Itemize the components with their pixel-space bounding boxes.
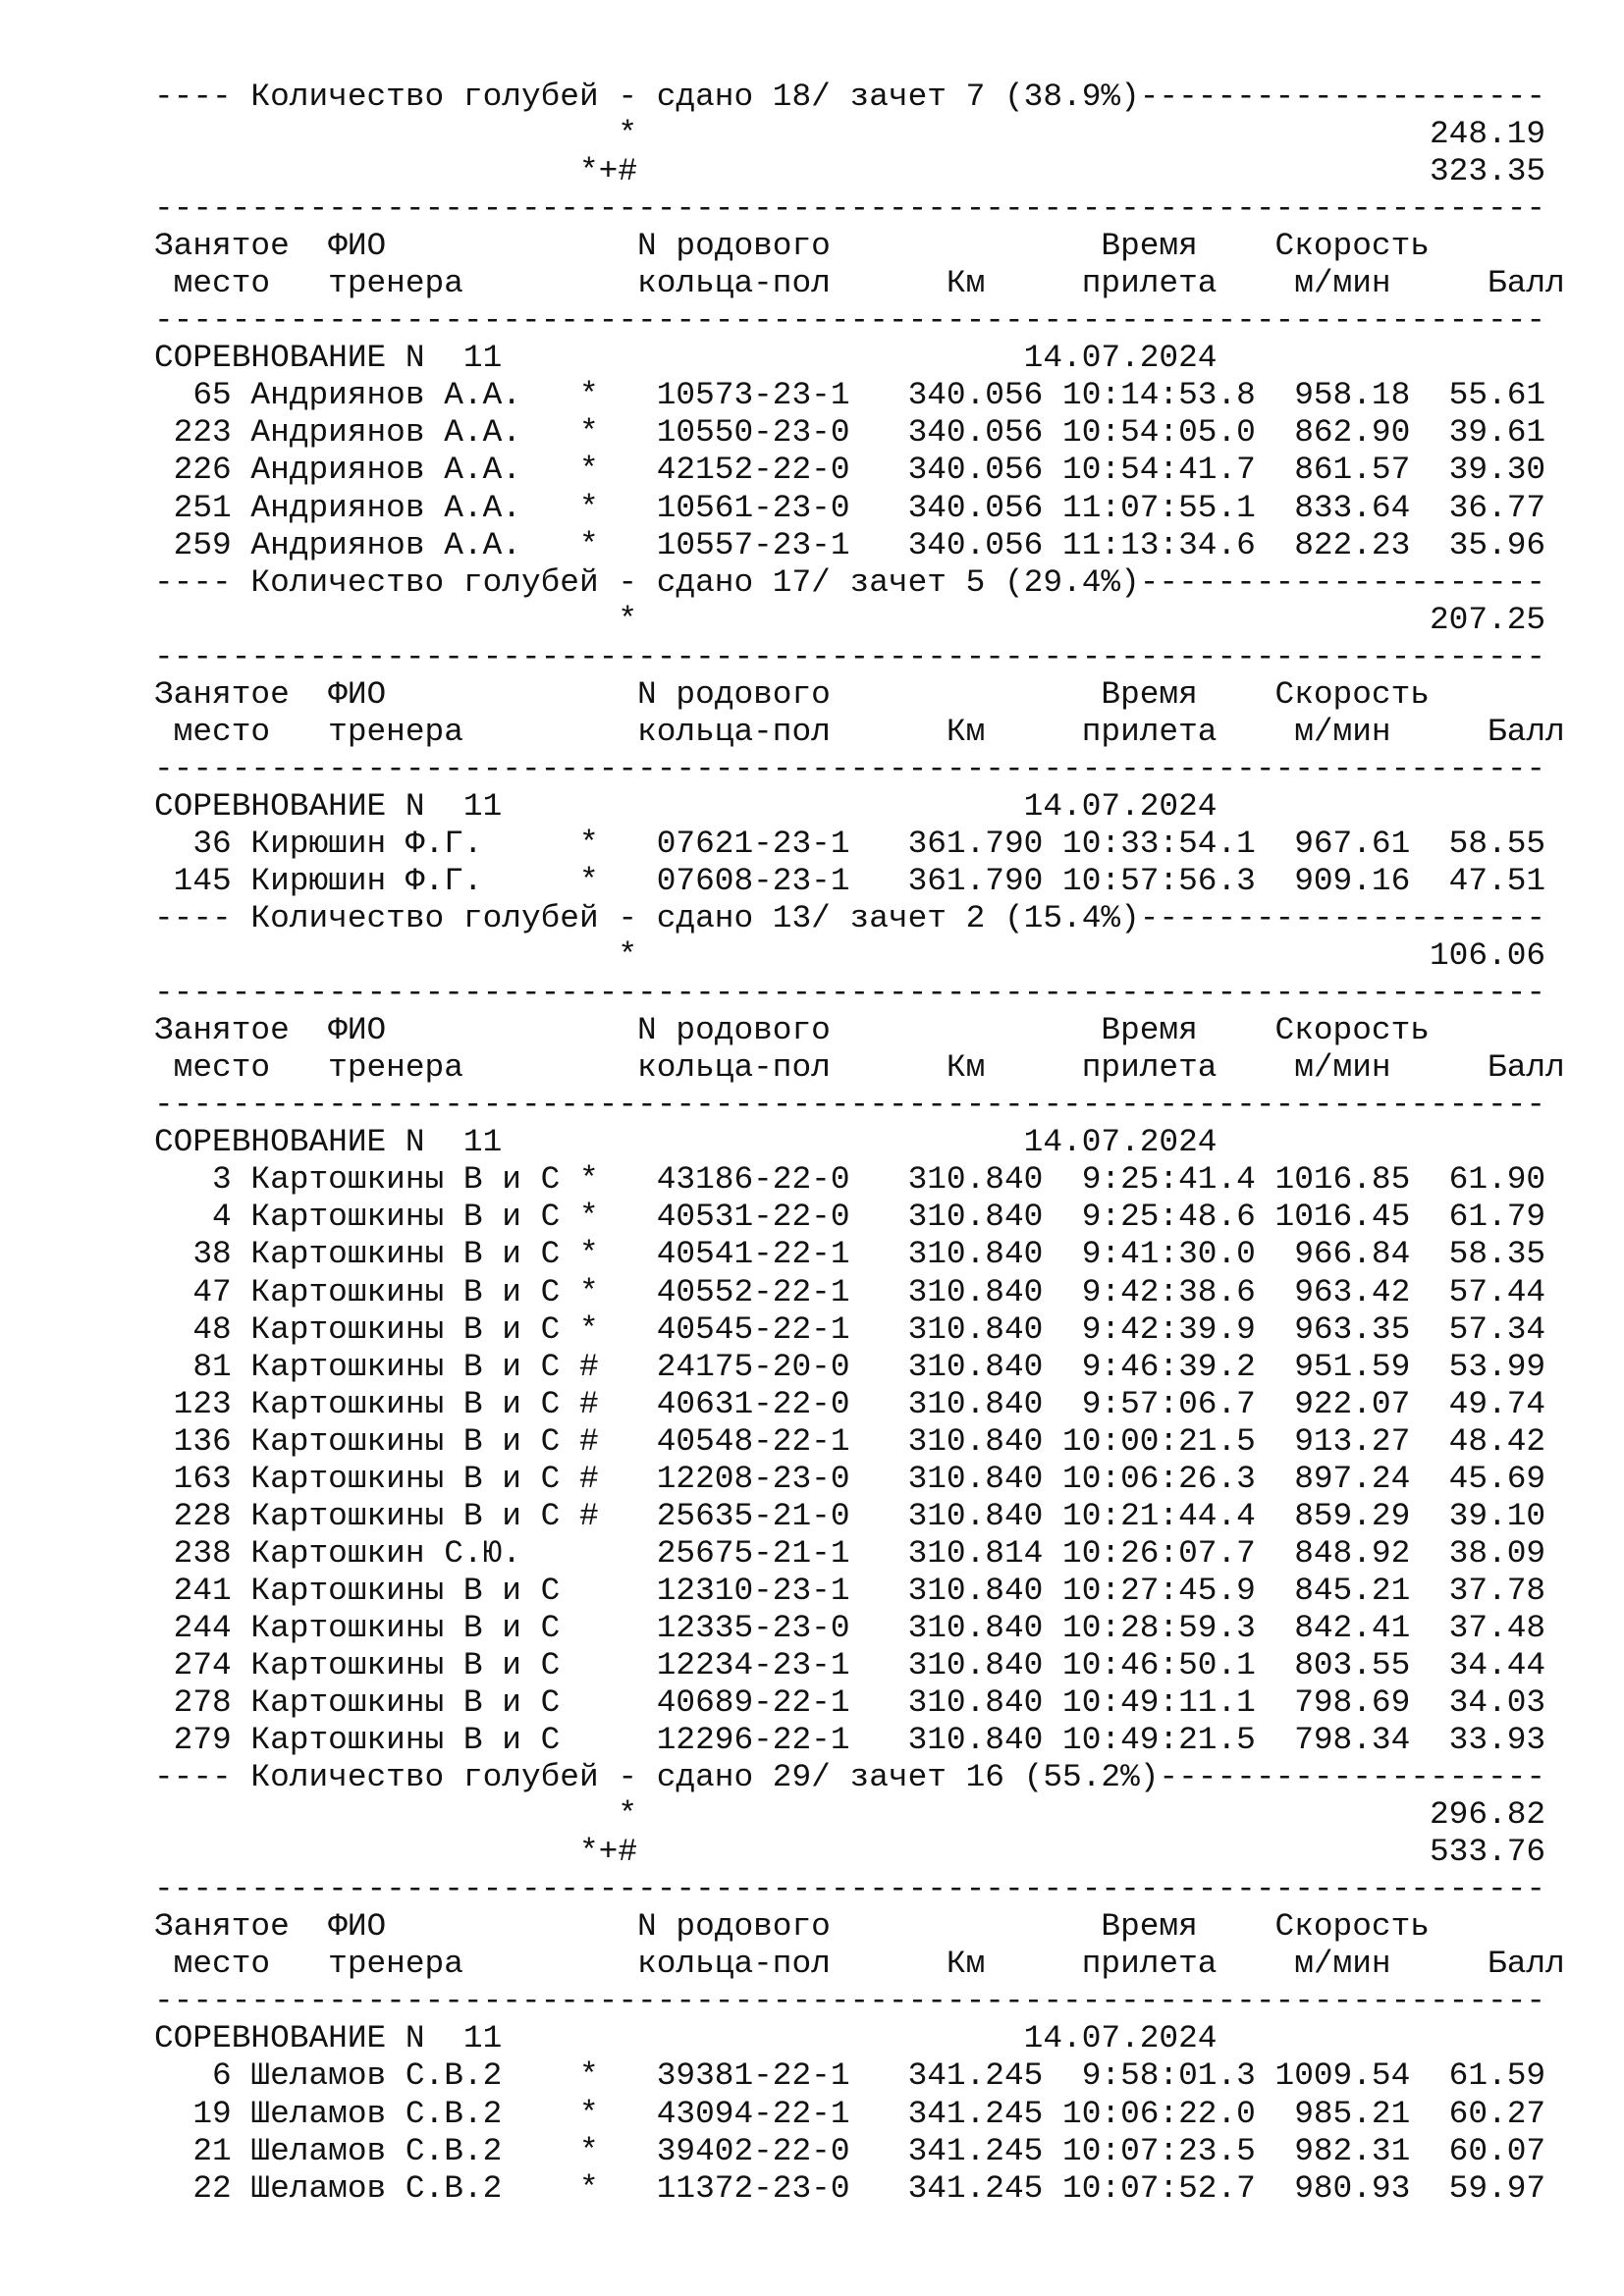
divider-line: ------------------------------------------------------------------------ (154, 638, 1546, 675)
result-row: 163 Картошкины В и С # 12208-23-0 310.840 10:06:26.3 897.24 45.69 (154, 1460, 1546, 1497)
result-row: 22 Шеламов С.В.2 * 11372-23-0 341.245 10:07:52.7 980.93 59.97 (154, 2169, 1546, 2207)
result-row: 274 Картошкины В и С 12234-23-1 310.840 10:46:50.1 803.55 34.44 (154, 1646, 1546, 1683)
pigeon-count-summary: ---- Количество голубей - сдано 18/ зачет 7 (38.9%)--------------------- (154, 79, 1546, 115)
result-row: 6 Шеламов С.В.2 * 39381-22-1 341.245 9:58:01.3 1009.54 61.59 (154, 2057, 1546, 2095)
points-total: * 248.19 (154, 116, 1546, 153)
result-row: 81 Картошкины В и С # 24175-20-0 310.840 9:46:39.2 951.59 53.99 (154, 1348, 1546, 1385)
competition-header: СОРЕВНОВАНИЕ N 11 14.07.2024 (154, 2020, 1218, 2057)
column-header: место тренера кольца-пол Км прилета м/мин Балл (154, 713, 1565, 750)
result-row: 228 Картошкины В и С # 25635-21-0 310.840 10:21:44.4 859.29 39.10 (154, 1497, 1546, 1534)
result-row: 38 Картошкины В и С * 40541-22-1 310.840 9:41:30.0 966.84 58.35 (154, 1236, 1546, 1273)
result-row: 241 Картошкины В и С 12310-23-1 310.840 10:27:45.9 845.21 37.78 (154, 1572, 1546, 1609)
divider-line: ------------------------------------------------------------------------ (154, 190, 1546, 228)
result-row: 279 Картошкины В и С 12296-22-1 310.840 10:49:21.5 798.34 33.93 (154, 1722, 1546, 1759)
divider-line: ------------------------------------------------------------------------ (154, 975, 1546, 1012)
result-row: 21 Шеламов С.В.2 * 39402-22-0 341.245 10:07:23.5 982.31 60.07 (154, 2132, 1546, 2169)
result-row: 259 Андриянов А.А. * 10557-23-1 340.056 11:13:34.6 822.23 35.96 (154, 526, 1546, 563)
pigeon-count-summary: ---- Количество голубей - сдано 29/ зачет 16 (55.2%)-------------------- (154, 1759, 1546, 1796)
result-row: 48 Картошкины В и С * 40545-22-1 310.840 9:42:39.9 963.35 57.34 (154, 1310, 1546, 1348)
pigeon-count-summary: ---- Количество голубей - сдано 17/ зачет 5 (29.4%)--------------------- (154, 563, 1546, 601)
result-row: 145 Кирюшин Ф.Г. * 07608-23-1 361.790 10:57:56.3 909.16 47.51 (154, 862, 1546, 899)
divider-line: ------------------------------------------------------------------------ (154, 1983, 1546, 2020)
column-header: Занятое ФИО N родового Время Скорость (154, 675, 1430, 713)
points-total: *+# 533.76 (154, 1834, 1546, 1871)
points-total: * 296.82 (154, 1796, 1546, 1834)
result-row: 4 Картошкины В и С * 40531-22-0 310.840 9:25:48.6 1016.45 61.79 (154, 1199, 1546, 1236)
column-header: Занятое ФИО N родового Время Скорость (154, 1012, 1430, 1049)
result-row: 226 Андриянов А.А. * 42152-22-0 340.056 10:54:41.7 861.57 39.30 (154, 452, 1546, 489)
result-row: 244 Картошкины В и С 12335-23-0 310.840 10:28:59.3 842.41 37.48 (154, 1609, 1546, 1646)
result-row: 278 Картошкины В и С 40689-22-1 310.840 10:49:11.1 798.69 34.03 (154, 1684, 1546, 1722)
divider-line: ------------------------------------------------------------------------ (154, 1087, 1546, 1124)
column-header: место тренера кольца-пол Км прилета м/мин Балл (154, 1049, 1565, 1087)
points-total: * 106.06 (154, 937, 1546, 975)
result-row: 238 Картошкин С.Ю. 25675-21-1 310.814 10:26:07.7 848.92 38.09 (154, 1534, 1546, 1572)
divider-line: ------------------------------------------------------------------------ (154, 750, 1546, 787)
column-header: Занятое ФИО N родового Время Скорость (154, 1908, 1430, 1946)
column-header: место тренера кольца-пол Км прилета м/мин Балл (154, 265, 1565, 302)
competition-header: СОРЕВНОВАНИЕ N 11 14.07.2024 (154, 1124, 1218, 1161)
competition-header: СОРЕВНОВАНИЕ N 11 14.07.2024 (154, 787, 1218, 825)
pigeon-count-summary: ---- Количество голубей - сдано 13/ зачет 2 (15.4%)--------------------- (154, 900, 1546, 937)
result-row: 123 Картошкины В и С # 40631-22-0 310.840 9:57:06.7 922.07 49.74 (154, 1385, 1546, 1422)
divider-line: ------------------------------------------------------------------------ (154, 302, 1546, 340)
results-printout (154, 79, 1565, 2208)
points-total: * 207.25 (154, 601, 1546, 638)
result-row: 47 Картошкины В и С * 40552-22-1 310.840 9:42:38.6 963.42 57.44 (154, 1273, 1546, 1310)
result-row: 36 Кирюшин Ф.Г. * 07621-23-1 361.790 10:33:54.1 967.61 58.55 (154, 825, 1546, 862)
divider-line: ------------------------------------------------------------------------ (154, 1871, 1546, 1908)
result-row: 223 Андриянов А.А. * 10550-23-0 340.056 10:54:05.0 862.90 39.61 (154, 414, 1546, 452)
result-row: 251 Андриянов А.А. * 10561-23-0 340.056 11:07:55.1 833.64 36.77 (154, 489, 1546, 526)
column-header: место тренера кольца-пол Км прилета м/мин Балл (154, 1946, 1565, 1983)
column-header: Занятое ФИО N родового Время Скорость (154, 228, 1430, 265)
result-row: 65 Андриянов А.А. * 10573-23-1 340.056 10:14:53.8 958.18 55.61 (154, 377, 1546, 414)
points-total: *+# 323.35 (154, 153, 1546, 190)
result-row: 3 Картошкины В и С * 43186-22-0 310.840 9:25:41.4 1016.85 61.90 (154, 1161, 1546, 1199)
result-row: 19 Шеламов С.В.2 * 43094-22-1 341.245 10:06:22.0 985.21 60.27 (154, 2095, 1546, 2132)
competition-header: СОРЕВНОВАНИЕ N 11 14.07.2024 (154, 340, 1218, 377)
result-row: 136 Картошкины В и С # 40548-22-1 310.840 10:00:21.5 913.27 48.42 (154, 1422, 1546, 1460)
